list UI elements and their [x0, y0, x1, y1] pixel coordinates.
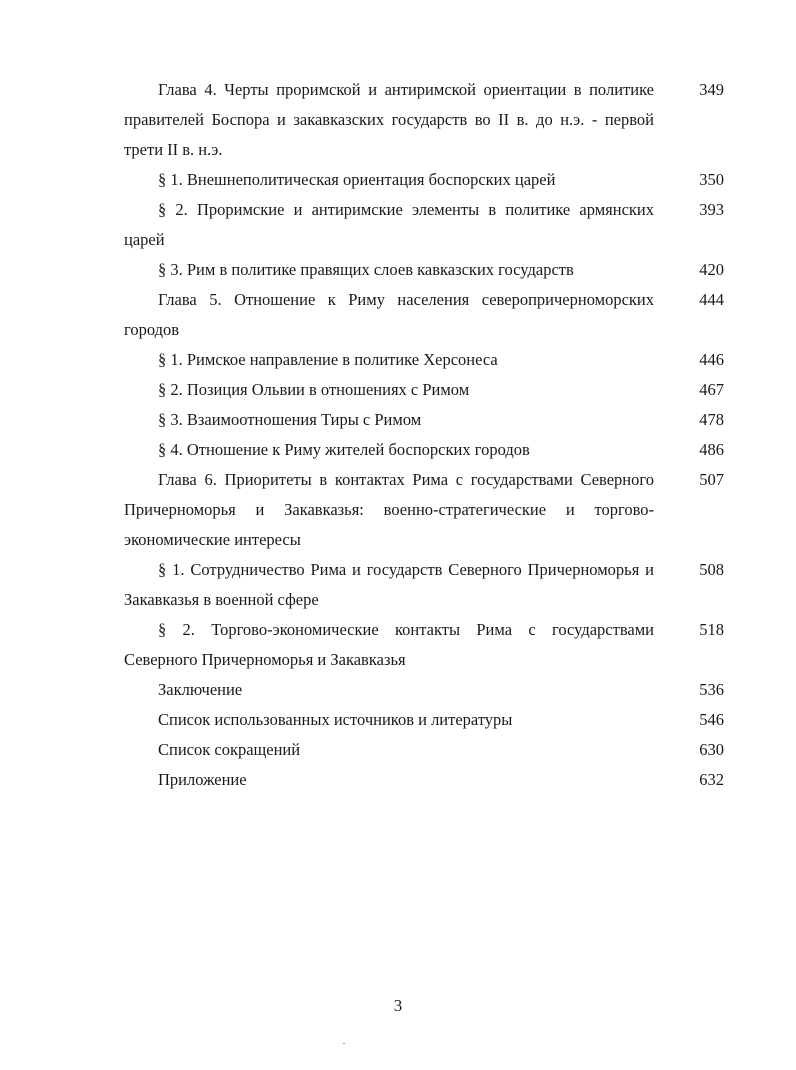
toc-entry-title: § 3. Взаимоотношения Тиры с Римом	[158, 410, 422, 429]
toc-entry-title: § 2. Проримские и антиримские элементы в политике армянских царей	[124, 200, 654, 249]
toc-entry-page: 486	[699, 440, 724, 459]
toc-entry-4-1	[124, 165, 724, 195]
toc-entry-title: Глава 5. Отношение к Риму населения северопричерноморских городов	[124, 290, 654, 339]
toc-entry-4-2	[124, 195, 724, 255]
toc-entry-chapter-5	[124, 285, 724, 345]
toc-entry-title: § 1. Сотрудничество Рима и государств Северного Причерноморья и Закавказья в военной сфере	[124, 560, 654, 609]
toc-entry-references	[124, 705, 724, 735]
toc-entry-page: 508	[699, 560, 724, 579]
toc-entry-5-2	[124, 375, 724, 405]
toc-entry-page: 350	[699, 170, 724, 189]
toc-entry-page: 420	[699, 260, 724, 279]
toc-entry-page: 507	[699, 470, 724, 489]
toc-entry-6-2	[124, 615, 724, 675]
toc-entry-title: § 1. Внешнеполитическая ориентация боспорских царей	[158, 170, 556, 189]
toc-entry-appendix	[124, 765, 724, 795]
scan-speck	[343, 1043, 345, 1044]
toc-entry-title: Глава 6. Приоритеты в контактах Рима с государствами Северного Причерноморья и Закавказья: военно-стратегические и торгово-экономические интересы	[124, 470, 654, 549]
toc-entry-5-1	[124, 345, 724, 375]
toc-entry-5-3	[124, 405, 724, 435]
toc-entry-page: 393	[699, 200, 724, 219]
toc-entry-page: 546	[699, 710, 724, 729]
toc-entry-6-1	[124, 555, 724, 615]
toc-entry-title: § 1. Римское направление в политике Херсонеса	[158, 350, 498, 369]
toc-entry-conclusion	[124, 675, 724, 705]
toc-entry-page: 632	[699, 770, 724, 789]
toc-entry-title: § 4. Отношение к Риму жителей боспорских городов	[158, 440, 530, 459]
toc-entry-title: Список использованных источников и литературы	[158, 710, 513, 729]
toc-entry-page: 478	[699, 410, 724, 429]
table-of-contents	[124, 75, 724, 795]
toc-entry-page: 536	[699, 680, 724, 699]
toc-entry-title: § 3. Рим в политике правящих слоев кавказских государств	[158, 260, 574, 279]
page-number: 3	[393, 996, 403, 1015]
toc-entry-page: 518	[699, 620, 724, 639]
toc-entry-page: 444	[699, 290, 724, 309]
toc-entry-chapter-4	[124, 75, 724, 165]
toc-entry-abbreviations	[124, 735, 724, 765]
toc-entry-5-4	[124, 435, 724, 465]
toc-entry-title: § 2. Торгово-экономические контакты Рима с государствами Северного Причерноморья и Закавказья	[124, 620, 654, 669]
toc-entry-4-3	[124, 255, 724, 285]
toc-entry-page: 349	[699, 80, 724, 99]
toc-entry-title: § 2. Позиция Ольвии в отношениях с Римом	[158, 380, 470, 399]
toc-entry-page: 630	[699, 740, 724, 759]
toc-entry-title: Приложение	[158, 770, 247, 789]
toc-entry-page: 446	[699, 350, 724, 369]
toc-entry-chapter-6	[124, 465, 724, 555]
toc-entry-title: Список сокращений	[158, 740, 301, 759]
toc-entry-title: Заключение	[158, 680, 243, 699]
toc-entry-page: 467	[699, 380, 724, 399]
toc-entry-title: Глава 4. Черты проримской и антиримской ориентации в политике правителей Боспора и закавказских государств во II в. до н.э. - первой трети II в. н.э.	[124, 80, 654, 159]
